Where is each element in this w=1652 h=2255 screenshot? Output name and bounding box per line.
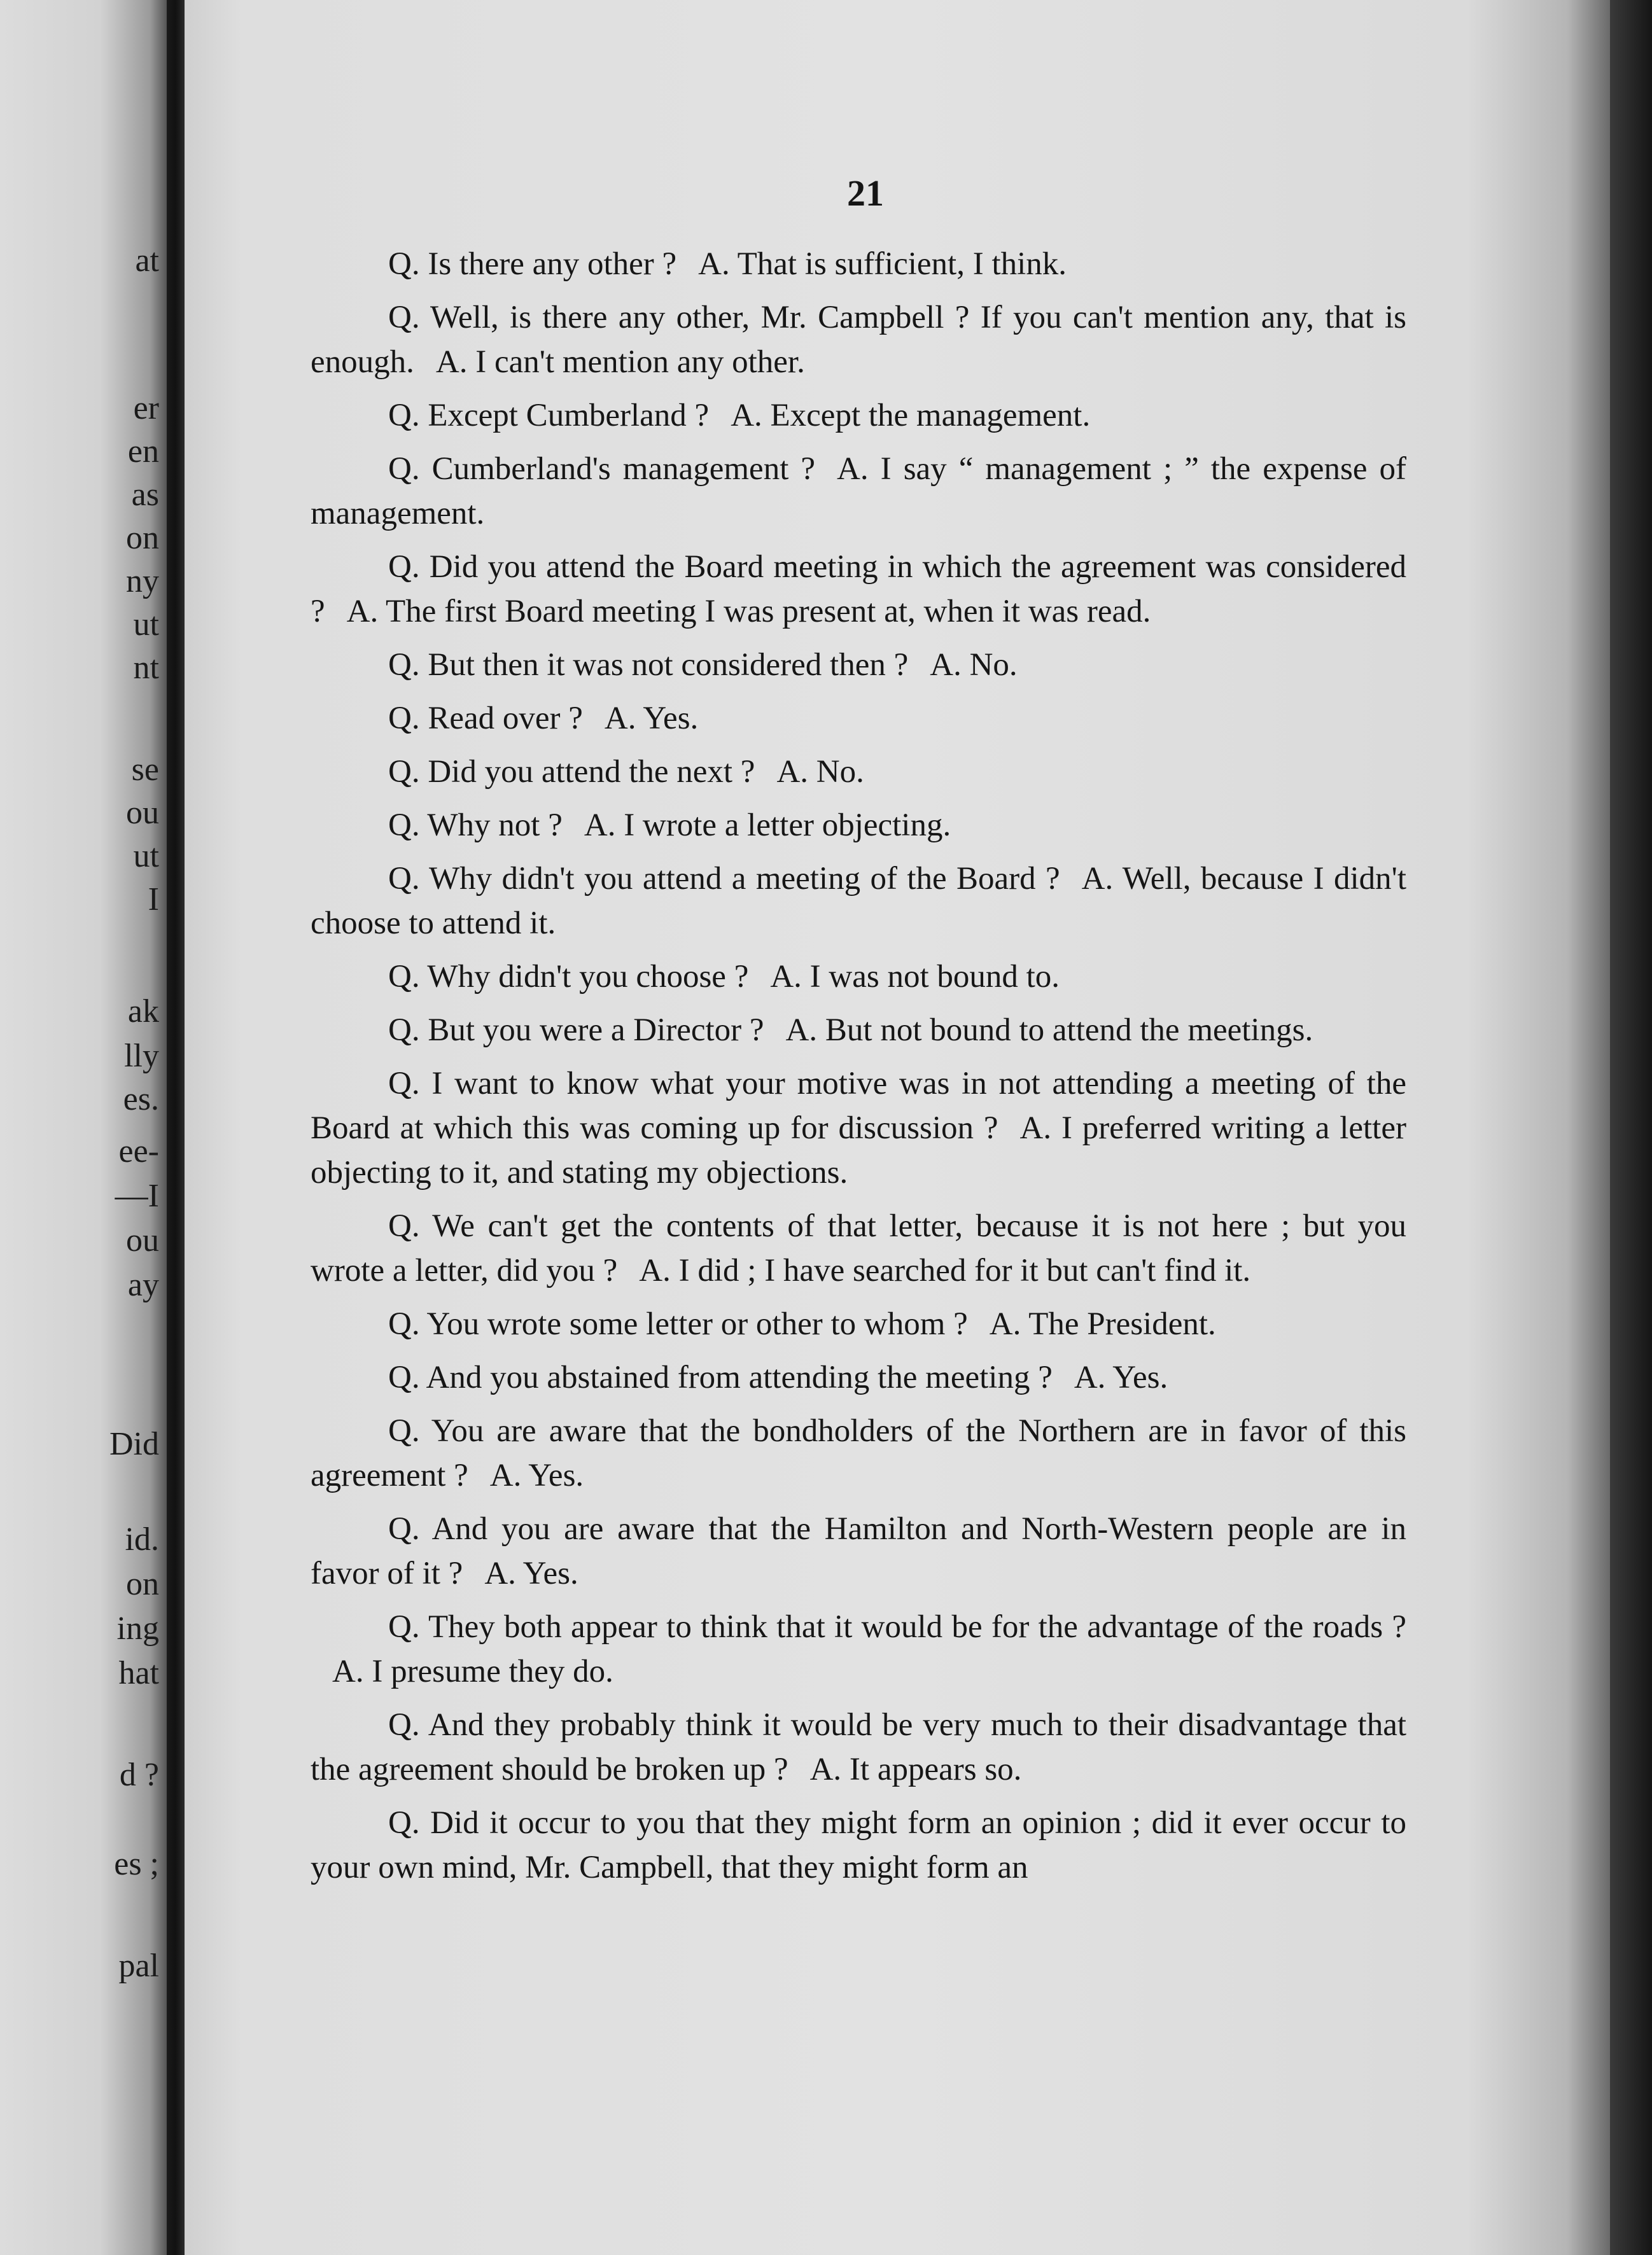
answer-text: A. I say “ management ; ” the expense of management. — [311, 451, 1406, 531]
answer-text: A. I wrote a letter objecting. — [584, 807, 951, 843]
question-text: Q. But then it was not considered then ? — [388, 647, 909, 683]
left-fragment: er — [133, 390, 159, 426]
page-edge — [1610, 0, 1652, 2255]
left-fragment: as — [131, 477, 159, 513]
left-fragment: on — [126, 520, 159, 556]
question-text: Q. Did you attend the Board meeting in which the agreement was considered ? — [311, 549, 1406, 629]
left-fragment: ny — [126, 563, 159, 599]
exchange-paragraph — [311, 750, 1406, 794]
left-fragment: es. — [123, 1081, 159, 1117]
left-fragment: hat — [118, 1655, 159, 1691]
question-text: Q. But you were a Director ? — [388, 1012, 764, 1048]
page-number: 21 — [847, 172, 884, 214]
left-fragment: ou — [126, 795, 159, 831]
exchange-paragraph — [311, 643, 1406, 687]
exchange-paragraph — [311, 856, 1406, 946]
answer-text: A. I preferred writing a letter objecting to it, and stating my objections. — [311, 1110, 1406, 1190]
question-text: Q. Did it occur to you that they might form an opinion ; did it ever occur to your own mind, Mr. Campbell, that they might form an — [311, 1805, 1406, 1885]
exchange-paragraph — [311, 1409, 1406, 1498]
question-text: Q. Well, is there any other, Mr. Campbell ? If you can't mention any, that is enough. — [311, 300, 1406, 380]
answer-text: A. I was not bound to. — [770, 959, 1060, 995]
left-fragment: pal — [118, 1948, 159, 1984]
question-text: Q. Did you attend the next ? — [388, 754, 755, 790]
question-text: Q. You are aware that the bondholders of the Northern are in favor of this agreement ? — [311, 1413, 1406, 1493]
answer-text: A. No. — [776, 754, 864, 790]
question-text: Q. Why didn't you choose ? — [388, 959, 749, 995]
exchange-paragraph — [311, 1507, 1406, 1596]
question-text: Q. They both appear to think that it would be for the advantage of the roads ? — [388, 1609, 1406, 1645]
answer-text: A. Yes. — [604, 701, 699, 736]
answer-text: A. That is sufficient, I think. — [698, 246, 1067, 282]
left-fragment: ou — [126, 1222, 159, 1259]
answer-text: A. Except the management. — [731, 398, 1091, 433]
answer-text: A. The President. — [989, 1306, 1216, 1342]
question-text: Q. I want to know what your motive was in not attending a meeting of the Board at which this was coming up for discussion ? — [311, 1066, 1406, 1146]
left-fragment: es ; — [114, 1846, 159, 1882]
left-fragment: ing — [116, 1610, 159, 1647]
left-fragment: I — [148, 881, 159, 918]
left-fragment: at — [135, 242, 159, 279]
exchange-paragraph — [311, 1204, 1406, 1293]
left-fragment: ak — [127, 993, 159, 1030]
answer-text: A. It appears so. — [809, 1752, 1022, 1787]
exchange-paragraph — [311, 696, 1406, 741]
exchange-paragraph — [311, 1302, 1406, 1346]
exchange-paragraph — [311, 242, 1406, 286]
question-text: Q. And you abstained from attending the meeting ? — [388, 1360, 1053, 1395]
exchange-paragraph — [311, 447, 1406, 536]
book-gutter — [167, 0, 185, 2255]
left-fragment: —I — [115, 1178, 159, 1214]
exchange-paragraph — [311, 1008, 1406, 1052]
question-text: Q. Is there any other ? — [388, 246, 677, 282]
answer-text: A. I presume they do. — [332, 1654, 613, 1689]
answer-text: A. Yes. — [1074, 1360, 1168, 1395]
left-fragment: nt — [133, 650, 159, 686]
question-text: Q. Read over ? — [388, 701, 583, 736]
left-fragment: lly — [124, 1038, 159, 1074]
question-text: Q. Except Cumberland ? — [388, 398, 710, 433]
left-fragment: ut — [133, 838, 159, 874]
answer-text: A. Yes. — [484, 1556, 578, 1591]
left-fragment: Did — [109, 1426, 159, 1462]
exchange-paragraph — [311, 803, 1406, 848]
answer-text: A. I can't mention any other. — [435, 344, 805, 380]
answer-text: A. I did ; I have searched for it but can't find it. — [639, 1253, 1251, 1288]
answer-text: A. Yes. — [489, 1458, 584, 1493]
exchange-paragraph — [311, 295, 1406, 384]
left-fragment: se — [131, 751, 159, 788]
exchange-paragraph — [311, 1801, 1406, 1890]
question-text: Q. Cumberland's management ? — [388, 451, 816, 487]
exchange-paragraph — [311, 1605, 1406, 1694]
left-page — [0, 0, 167, 2255]
exchange-paragraph — [311, 1703, 1406, 1792]
left-fragment: ee- — [118, 1133, 159, 1169]
exchange-paragraph — [311, 1061, 1406, 1195]
answer-text: A. Well, because I didn't choose to attend it. — [311, 861, 1406, 941]
question-text: Q. And you are aware that the Hamilton and North-Western people are in favor of it ? — [311, 1511, 1406, 1591]
answer-text: A. The first Board meeting I was present at, when it was read. — [346, 594, 1151, 629]
question-text: Q. And they probably think it would be very much to their disadvantage that the agreement should be broken up ? — [311, 1707, 1406, 1787]
left-fragment: ut — [133, 606, 159, 643]
left-fragment: d ? — [119, 1757, 159, 1793]
question-text: Q. Why didn't you attend a meeting of the Board ? — [388, 861, 1060, 897]
question-text: Q. We can't get the contents of that letter, because it is not here ; but you wrote a letter, did you ? — [311, 1208, 1406, 1288]
exchange-paragraph — [311, 954, 1406, 999]
question-text: Q. Why not ? — [388, 807, 563, 843]
left-fragment: en — [127, 433, 159, 470]
question-text: Q. You wrote some letter or other to whom ? — [388, 1306, 968, 1342]
exchange-paragraph — [311, 545, 1406, 634]
testimony-text — [311, 242, 1406, 1899]
answer-text: A. No. — [930, 647, 1018, 683]
left-fragment: id. — [125, 1521, 159, 1558]
left-fragment: on — [126, 1566, 159, 1602]
answer-text: A. But not bound to attend the meetings. — [785, 1012, 1313, 1048]
left-fragment: ay — [127, 1267, 159, 1303]
exchange-paragraph — [311, 393, 1406, 438]
exchange-paragraph — [311, 1355, 1406, 1400]
